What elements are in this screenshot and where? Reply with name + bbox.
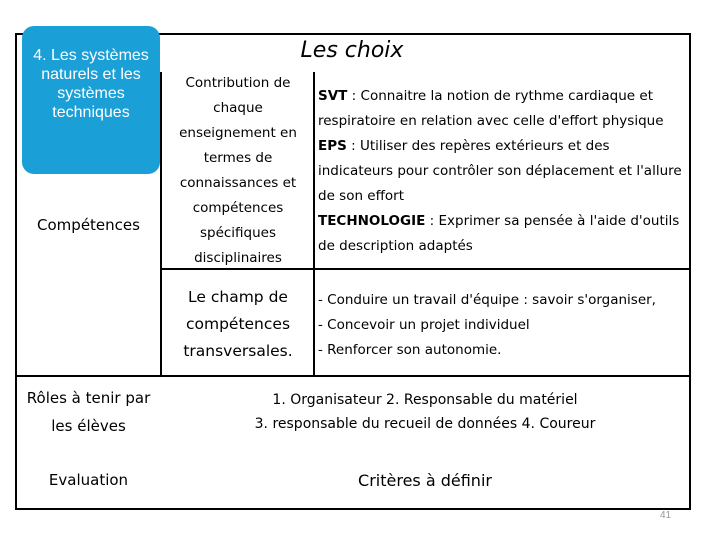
contribution-technologie: TECHNOLOGIE : Exprimer sa pensée à l'aide d'outils de description adaptés [318,212,680,254]
roles-line: 1. Organisateur 2. Responsable du matériel [272,392,578,408]
contribution-svt: SVT : Connaitre la notion de rythme cardiaque et respiratoire en relation avec celle d'effort physique [318,87,664,129]
table-rule [160,72,162,377]
transversal-item: - Conduire un travail d'équipe : savoir s'organiser, [318,291,656,308]
evaluation-label: Evaluation [48,471,129,489]
transversal-content [318,285,690,365]
contribution-eps: EPS : Utiliser des repères extérieurs et des indicateurs pour contrôler son déplacement et l'allure de son effort [318,137,682,204]
competences-label: Compétences [37,216,140,234]
section-badge-text: 4. Les systèmes naturels et les systèmes techniques [33,47,149,121]
contribution-label: Contribution de chaque enseignement en termes de connaissances et compétences spécifiques disciplinaires [179,75,297,266]
transversal-label: Le champ de compétences transversales. [183,287,293,360]
table-rule [15,375,691,377]
section-badge [22,26,160,174]
page-title: Les choix [300,38,404,63]
transversal-item: - Renforcer son autonomie. [318,341,502,358]
roles-label: Rôles à tenir par les élèves [26,389,151,435]
transversal-item: - Concevoir un projet individuel [318,316,530,333]
evaluation-value: Critères à définir [358,470,492,490]
roles-content [165,386,685,438]
page-number: 41 [660,510,672,521]
contribution-content [318,72,688,270]
roles-line: 3. responsable du recueil de données 4. Coureur [254,416,596,432]
table-rule [313,72,315,377]
